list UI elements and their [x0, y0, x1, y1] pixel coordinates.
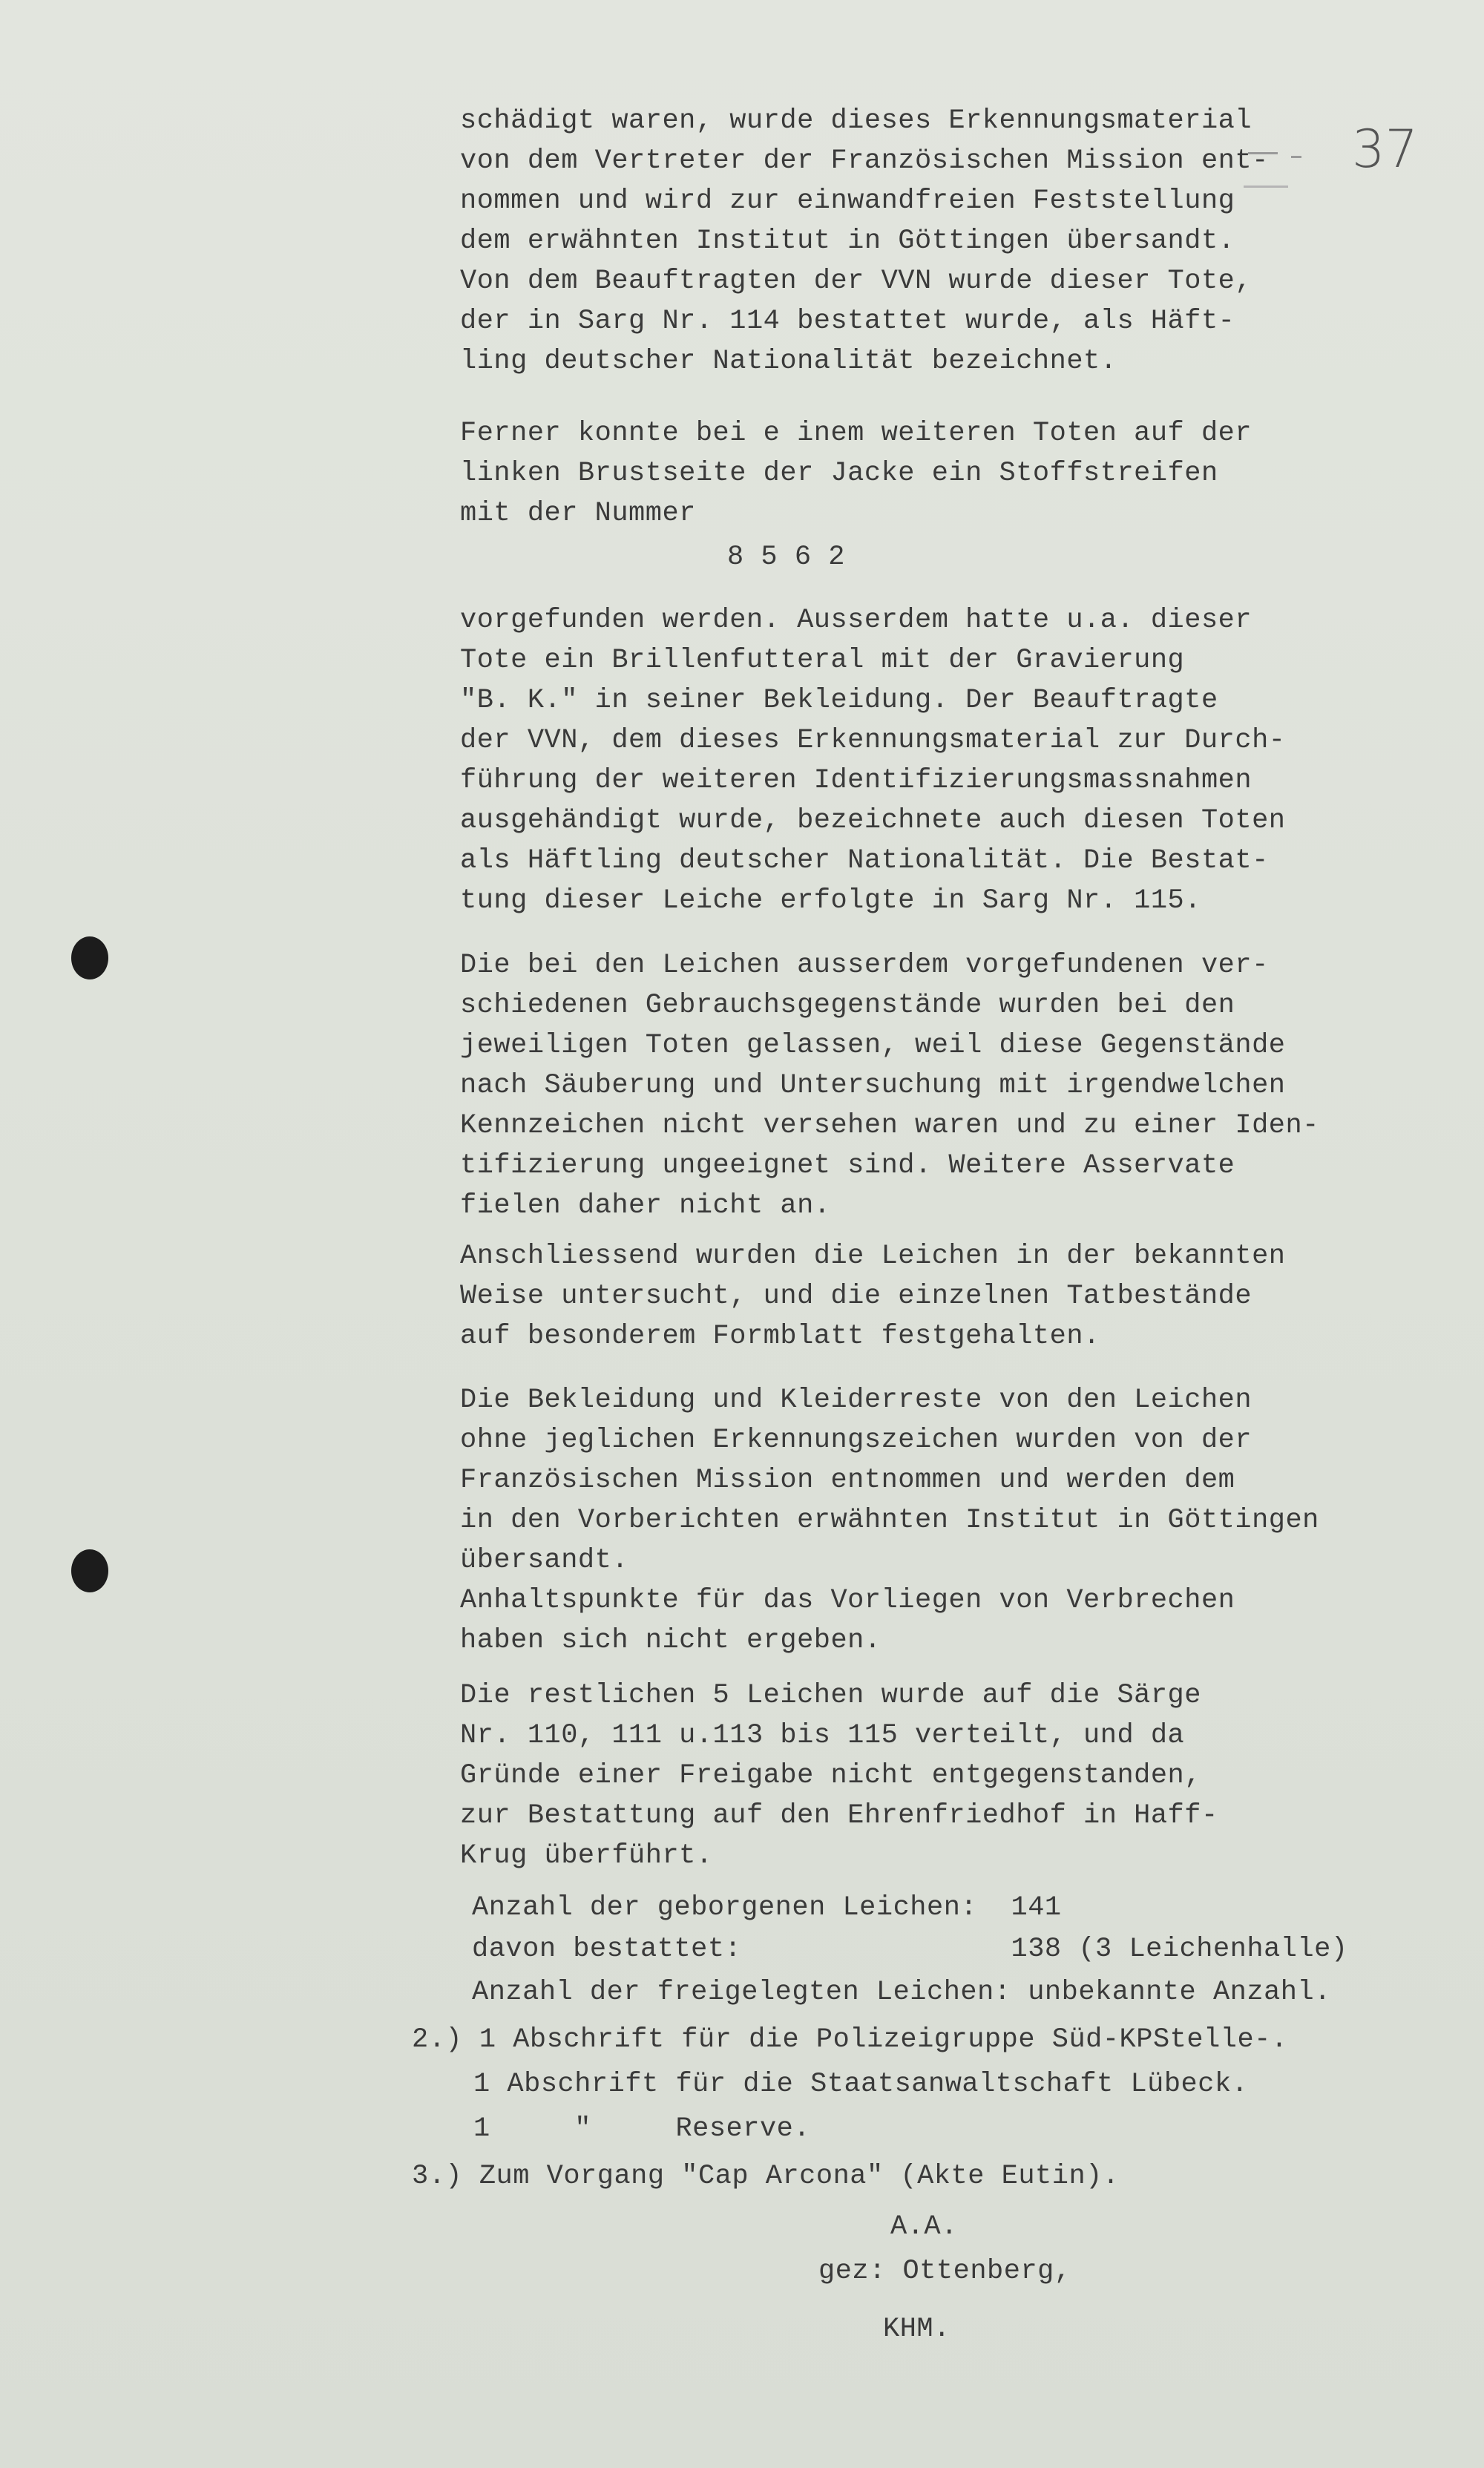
text-line: mit der Nummer	[460, 498, 696, 529]
text-line: nach Säuberung und Untersuchung mit irgendwelchen	[460, 1070, 1286, 1101]
text-line: linken Brustseite der Jacke ein Stoffstreifen	[460, 458, 1218, 489]
text-line: Gründe einer Freigabe nicht entgegenstanden,	[460, 1760, 1201, 1791]
text-line: dem erwähnten Institut in Göttingen übersandt.	[460, 226, 1235, 257]
distribution-item: 1 Abschrift für die Staatsanwaltschaft Lübeck.	[473, 2069, 1249, 2100]
count-line: Anzahl der freigelegten Leichen: unbekannte Anzahl.	[472, 1977, 1331, 2008]
text-line: Die bei den Leichen ausserdem vorgefundenen ver-	[460, 950, 1269, 981]
text-line: fielen daher nicht an.	[460, 1190, 831, 1221]
text-line: tifizierung ungeeignet sind. Weitere Asservate	[460, 1150, 1235, 1181]
count-line: davon bestattet: 138 (3 Leichenhalle)	[472, 1934, 1348, 1965]
text-line: Von dem Beauftragten der VVN wurde dieser Tote,	[460, 266, 1252, 297]
text-line: Krug überführt.	[460, 1840, 713, 1871]
text-line: zur Bestattung auf den Ehrenfriedhof in Haff-	[460, 1800, 1218, 1831]
text-line: tung dieser Leiche erfolgte in Sarg Nr. 115.	[460, 885, 1201, 916]
text-line: Ferner konnte bei e inem weiteren Toten auf der	[460, 418, 1252, 449]
text-line: haben sich nicht ergeben.	[460, 1625, 881, 1656]
text-line: Kennzeichen nicht versehen waren und zu einer Iden-	[460, 1110, 1319, 1141]
text-line: von dem Vertreter der Französischen Mission ent-	[460, 145, 1269, 177]
text-line: übersandt.	[460, 1545, 629, 1576]
text-line: schiedenen Gebrauchsgegenstände wurden bei den	[460, 990, 1235, 1021]
text-line: Französischen Mission entnommen und werden dem	[460, 1465, 1235, 1496]
text-line: führung der weiteren Identifizierungsmassnahmen	[460, 765, 1252, 796]
distribution-item: 1 " Reserve.	[473, 2113, 811, 2144]
distribution-item: 2.) 1 Abschrift für die Polizeigruppe Süd-KPStelle-.	[412, 2024, 1288, 2055]
punch-hole-bottom	[71, 1549, 108, 1592]
text-line: ling deutscher Nationalität bezeichnet.	[460, 346, 1117, 377]
text-line: Weise untersucht, und die einzelnen Tatbestände	[460, 1281, 1252, 1312]
text-line: ohne jeglichen Erkennungszeichen wurden von der	[460, 1425, 1252, 1456]
distribution-item: 3.) Zum Vorgang "Cap Arcona" (Akte Eutin).	[412, 2161, 1120, 2192]
text-line: schädigt waren, wurde dieses Erkennungsmaterial	[460, 105, 1252, 137]
signature-name: gez: Ottenberg,	[818, 2256, 1071, 2287]
margin-mark	[1291, 156, 1301, 158]
text-line: vorgefunden werden. Ausserdem hatte u.a. dieser	[460, 605, 1252, 636]
margin-mark	[1244, 186, 1288, 188]
text-line: auf besonderem Formblatt festgehalten.	[460, 1321, 1100, 1352]
punch-hole-top	[71, 936, 108, 979]
text-line: in den Vorberichten erwähnten Institut in Göttingen	[460, 1505, 1319, 1536]
text-line: Nr. 110, 111 u.113 bis 115 verteilt, und da	[460, 1720, 1185, 1751]
text-line: der VVN, dem dieses Erkennungsmaterial zur Durch-	[460, 725, 1286, 756]
text-line: der in Sarg Nr. 114 bestattet wurde, als Häft-	[460, 306, 1235, 337]
text-line: Anschliessend wurden die Leichen in der bekannten	[460, 1241, 1286, 1272]
text-line: ausgehändigt wurde, bezeichnete auch diesen Toten	[460, 805, 1286, 836]
text-line: nommen und wird zur einwandfreien Feststellung	[460, 186, 1235, 217]
signature-aa: A.A.	[890, 2211, 958, 2242]
text-line: Anhaltspunkte für das Vorliegen von Verbrechen	[460, 1585, 1235, 1616]
text-line: Die restlichen 5 Leichen wurde auf die Särge	[460, 1680, 1201, 1711]
text-line: "B. K." in seiner Bekleidung. Der Beauftragte	[460, 685, 1218, 716]
signature-rank: KHM.	[883, 2314, 951, 2345]
text-line: jeweiligen Toten gelassen, weil diese Gegenstände	[460, 1030, 1286, 1061]
page-number: 37	[1352, 119, 1419, 180]
text-line: Tote ein Brillenfutteral mit der Gravierung	[460, 645, 1185, 676]
text-line: als Häftling deutscher Nationalität. Die Bestat-	[460, 845, 1269, 876]
number-line: 8 5 6 2	[727, 542, 845, 573]
count-line: Anzahl der geborgenen Leichen: 141	[472, 1892, 1062, 1923]
text-line: Die Bekleidung und Kleiderreste von den Leichen	[460, 1385, 1252, 1416]
